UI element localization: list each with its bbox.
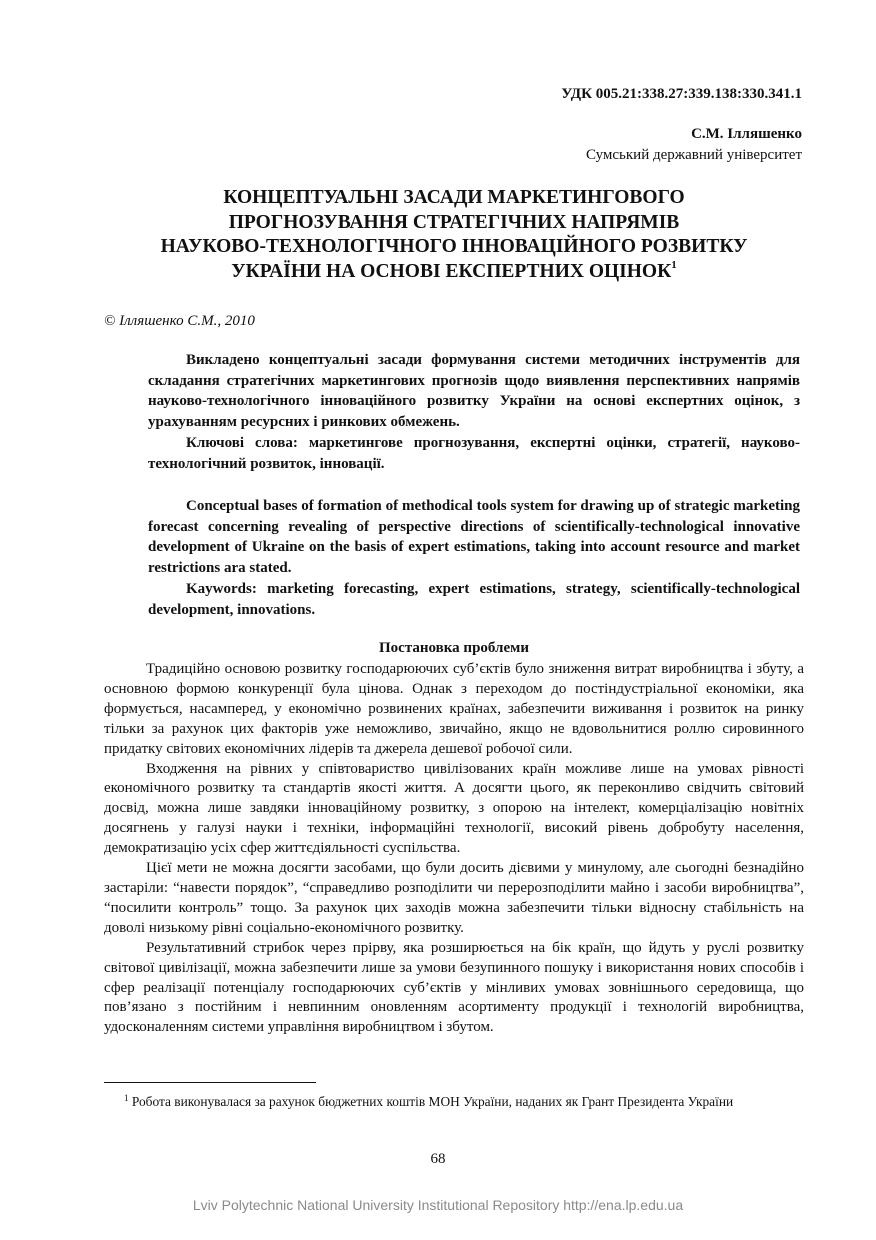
- title-line: НАУКОВО-ТЕХНОЛОГІЧНОГО ІННОВАЦІЙНОГО РОЗВИТКУ: [160, 236, 748, 257]
- body-paragraph: Результативний стрибок через прірву, яка розширюється на бік країн, що йдуть у руслі розвитку світової цивілізації, можна забезпечити лише за умови безупинного пошуку і використання нових способів і сфер реалізації потенціалу господарюючих суб’єктів у мінливих умовах зовнішнього середовища, що пов’язано з постійним і невпинним оновленням асортименту продукції і технологій виробництва, удосконаленням системи управління виробництвом і збутом.: [104, 939, 804, 1036]
- body-paragraph: Традиційно основою розвитку господарюючих суб’єктів було зниження витрат виробництва і збуту, а основною формою конкуренції була цінова. Однак з переходом до постіндустріальної економіки, яка формується, насамперед, у економічно розвинених країнах, забезпечити виживання і розвиток на ринку тільки за рахунок цих факторів уже неможливо, звичайно, якщо не вдовольнитися роллю сировинного придатку світових економічних лідерів та джерела дешевої робочої сили.: [104, 661, 804, 757]
- abstract-keywords: Kaywords: marketing forecasting, expert estimations, strategy, scientifically-technological development, innovations.: [148, 580, 800, 618]
- section-heading: Постановка проблеми: [379, 640, 529, 656]
- udk-code: УДК 005.21:338.27:339.138:330.341.1: [561, 86, 802, 102]
- author-block: [586, 124, 802, 166]
- page-number: 68: [430, 1151, 446, 1167]
- abstract-text: Викладено концептуальні засади формування системи методичних інструментів для складання стратегічних маркетингових прогнозів щодо виявлення перспективних напрямів науково-технологічного інноваційного розвитку України на основі експертних оцінок, з урахуванням ресурсних і ринкових обмежень.: [148, 352, 800, 431]
- footnote: [104, 1093, 804, 1111]
- body-paragraph: Цієї мети не можна досягти засобами, що були досить дієвими у минулому, але сьогодні безнадійно застаріли: “навести порядок”, “справедливо розподілити чи перерозподілити майно і засоби виробництва”, “посилити контроль” тощо. За рахунок цих заходів можна забезпечити тільки відносну стабільність на доволі низькому рівні соціально-економічного розвитку.: [104, 860, 804, 936]
- title-footnote-mark: 1: [671, 258, 677, 271]
- title-line: КОНЦЕПТУАЛЬНІ ЗАСАДИ МАРКЕТИНГОВОГО: [223, 187, 685, 208]
- article-title: [104, 186, 804, 284]
- footnote-text: Робота виконувалася за рахунок бюджетних коштів МОН України, наданих як Грант Президента України: [131, 1094, 734, 1109]
- author-name: С.М. Ілляшенко: [691, 126, 802, 142]
- footnote-divider: [104, 1082, 316, 1083]
- section-body: [104, 660, 804, 1038]
- abstract-english: [148, 496, 800, 620]
- abstract-text: Conceptual bases of formation of methodical tools system for drawing up of strategic marketing forecast concerning revealing of perspective directions of scientifically-technological innovative development of Ukraine on the basis of expert estimations, taking into account resource and market restrictions ara stated.: [148, 498, 800, 577]
- abstract-keywords: Ключові слова: маркетингове прогнозування, експертні оцінки, стратегії, науково-технологічний розвиток, інновації.: [148, 434, 800, 472]
- title-line: [104, 260, 804, 285]
- title-line-text: УКРАЇНИ НА ОСНОВІ ЕКСПЕРТНИХ ОЦІНОК: [231, 260, 672, 282]
- body-paragraph: Входження на рівних у співтовариство цивілізованих країн можливе лише на умовах рівності економічного розвитку та стандартів якості життя. А досягти цього, як переконливо свідчить світовий досвід, можна лише завдяки інноваційному розвитку, з опорою на інтелект, комерціалізацію новітніх досягнень у галузі науки і техніки, інформаційні технології, високий рівень добробуту населення, демократизацію усіх сфер життєдіяльності суспільства.: [104, 760, 804, 857]
- copyright-line: © Ілляшенко С.М., 2010: [104, 313, 255, 329]
- title-line: ПРОГНОЗУВАННЯ СТРАТЕГІЧНИХ НАПРЯМІВ: [228, 211, 680, 233]
- footnote-mark: 1: [124, 1093, 129, 1103]
- repository-watermark: Lviv Polytechnic National University Institutional Repository http://ena.lp.edu.ua: [192, 1197, 684, 1213]
- author-affiliation: Сумський державний університет: [585, 147, 802, 163]
- abstract-ukrainian: [148, 350, 800, 474]
